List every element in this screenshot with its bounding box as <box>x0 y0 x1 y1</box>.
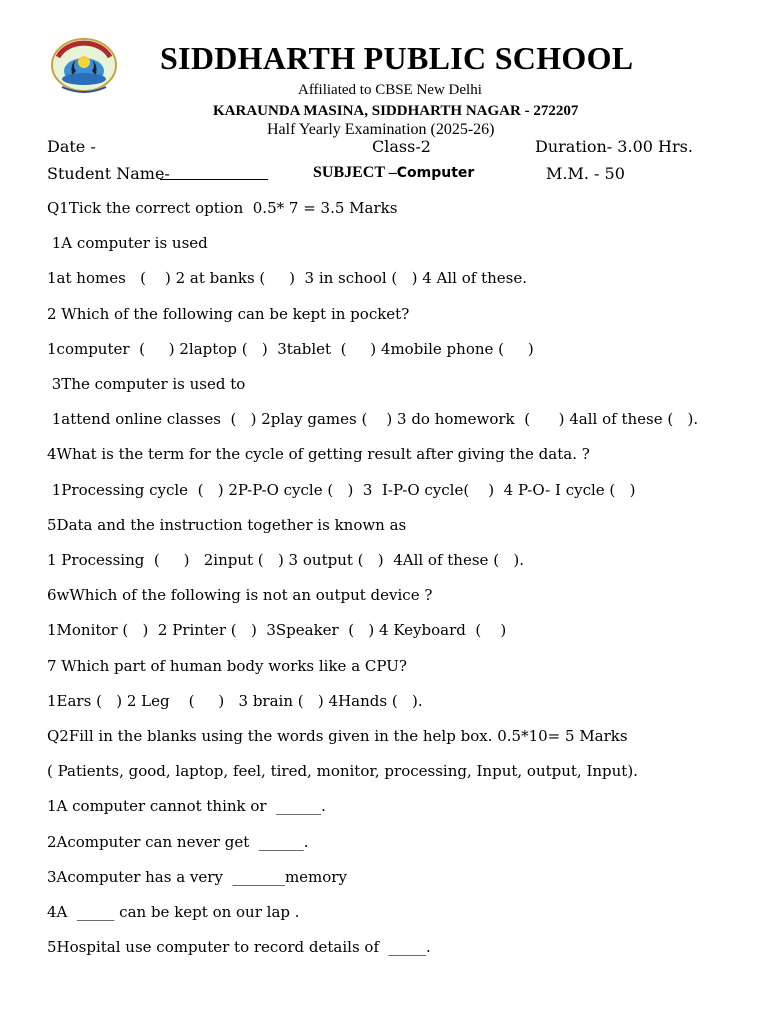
subject-prefix: SUBJECT – <box>313 164 397 181</box>
question-line: 1at homes ( ) 2 at banks ( ) 3 in school ( ) 4 All of these. <box>47 269 527 288</box>
question-line: ( Patients, good, laptop, feel, tired, monitor, processing, Input, output, Input). <box>47 762 638 781</box>
question-line: 6wWhich of the following is not an output device ? <box>47 586 433 605</box>
question-line: 3Acomputer has a very _______memory <box>47 867 347 886</box>
max-marks-label: M.M. - 50 <box>546 164 625 183</box>
question-line: 7 Which part of human body works like a CPU? <box>47 656 407 675</box>
question-line: 4A _____ can be kept on our lap . <box>47 903 300 921</box>
subject-value: Computer <box>396 165 475 181</box>
student-name-blank <box>160 179 268 180</box>
question-line: 1Ears ( ) 2 Leg ( ) 3 brain ( ) 4Hands ( ). <box>47 691 423 710</box>
student-name-label: Student Name- <box>47 164 170 183</box>
date-label: Date - <box>47 137 96 156</box>
affiliation-text: Affiliated to CBSE New Delhi <box>298 82 482 98</box>
question-line: 1A computer cannot think or ______. <box>47 797 326 816</box>
question-line: 1Processing cycle ( ) 2P-P-O cycle ( ) 3 I-P-O cycle( ) 4 P-O- I cycle ( ) <box>47 480 636 499</box>
class-label: Class-2 <box>372 137 431 156</box>
question-line: 5Hospital use computer to record details of _____. <box>47 938 431 957</box>
question-line: Q1Tick the correct option 0.5* 7 = 3.5 Marks <box>47 199 398 217</box>
question-line: 1computer ( ) 2laptop ( ) 3tablet ( ) 4mobile phone ( ) <box>47 339 534 358</box>
school-name: SIDDHARTH PUBLIC SCHOOL <box>160 40 634 76</box>
question-line: 2 Which of the following can be kept in pocket? <box>47 304 410 323</box>
question-line: 1Monitor ( ) 2 Printer ( ) 3Speaker ( ) 4 Keyboard ( ) <box>47 621 507 640</box>
question-line: 2Acomputer can never get ______. <box>47 832 309 851</box>
question-line: 5Data and the instruction together is known as <box>47 515 407 534</box>
question-line: 3The computer is used to <box>47 375 246 393</box>
duration-label: Duration- 3.00 Hrs. <box>535 137 693 156</box>
question-line: 1 Processing ( ) 2input ( ) 3 output ( ) 4All of these ( ). <box>47 551 524 569</box>
question-line: Q2Fill in the blanks using the words given in the help box. 0.5*10= 5 Marks <box>47 727 628 745</box>
question-line: 4What is the term for the cycle of getting result after giving the data. ? <box>47 445 590 464</box>
exam-title: Half Yearly Examination (2025-26) <box>267 121 495 138</box>
subject-label <box>313 164 474 182</box>
question-line: 1attend online classes ( ) 2play games ( ) 3 do homework ( ) 4all of these ( ). <box>47 410 699 429</box>
question-line: 1A computer is used <box>47 234 208 253</box>
school-logo <box>48 37 120 99</box>
school-address: KARAUNDA MASINA, SIDDHARTH NAGAR - 272207 <box>213 103 579 119</box>
